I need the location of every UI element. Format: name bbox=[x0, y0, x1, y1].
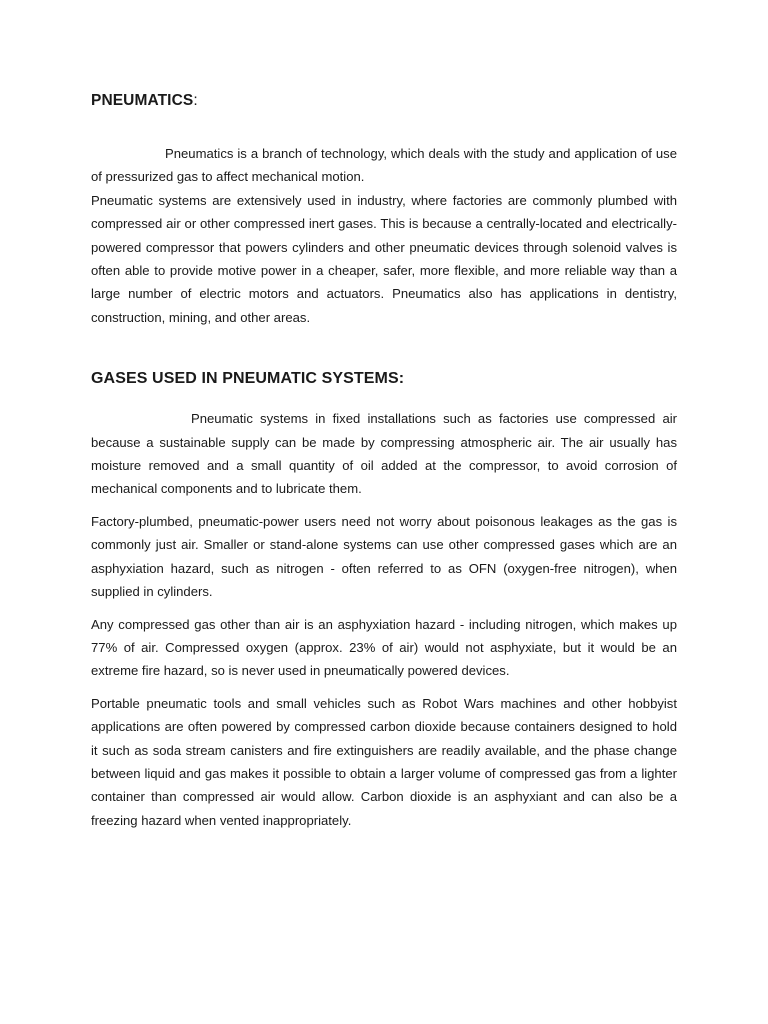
heading-colon: : bbox=[193, 92, 198, 109]
paragraph-leakages: Factory-plumbed, pneumatic-power users need not worry about poisonous leakages as the gas is commonly just air. Smaller or stand-alone systems can use other compressed gases which are an asphyxiation hazard, such as nitrogen - often referred to as OFN (oxygen-free nitrogen), when supplied in cylinders. bbox=[91, 513, 677, 600]
document-page bbox=[91, 92, 677, 832]
section-1-header bbox=[91, 92, 677, 142]
paragraph-fixed-installations: Pneumatic systems in fixed installations such as factories use compressed air because a sustainable supply can be made by compressing atmospheric air. The air usually has moisture removed and a small quantity of oil added at the compressor, to avoid corrosion of mechanical components and to lubricate them. bbox=[91, 411, 677, 497]
section-2-header bbox=[91, 370, 677, 407]
paragraph-carbon-dioxide: Portable pneumatic tools and small vehicles such as Robot Wars machines and other hobbyist applications are often powered by compressed carbon dioxide because containers designed to hold it such as soda stream canisters and fire extinguishers are readily available, and the phase change between liquid and gas makes it possible to obtain a larger volume of compressed gas from a lighter container than compressed air would allow. Carbon dioxide is an asphyxiant and can also be a freezing hazard when vented inappropriately. bbox=[91, 695, 677, 828]
paragraph-industry-use: Pneumatic systems are extensively used in industry, where factories are commonly plumbed with compressed air or other compressed inert gases. This is because a centrally-located and electrically-powered compressor that powers cylinders and other pneumatic devices through solenoid valves is often able to provide motive power in a cheaper, safer, more flexible, and more reliable way than a large number of electric motors and actuators. Pneumatics also has applications in dentistry, construction, mining, and other areas. bbox=[91, 192, 677, 325]
paragraph-asphyxiation: Any compressed gas other than air is an asphyxiation hazard - including nitrogen, which makes up 77% of air. Compressed oxygen (approx. 23% of air) would not asphyxiate, but it would be an extreme fire hazard, so is never used in pneumatically powered devices. bbox=[91, 616, 677, 679]
heading-text: PNEUMATICS bbox=[91, 92, 194, 109]
section-heading-pneumatics bbox=[91, 92, 677, 110]
paragraph-definition: Pneumatics is a branch of technology, which deals with the study and application of use of pressurized gas to affect mechanical motion. bbox=[91, 146, 677, 185]
section-heading-gases: GASES USED IN PNEUMATIC SYSTEMS: bbox=[91, 370, 405, 388]
